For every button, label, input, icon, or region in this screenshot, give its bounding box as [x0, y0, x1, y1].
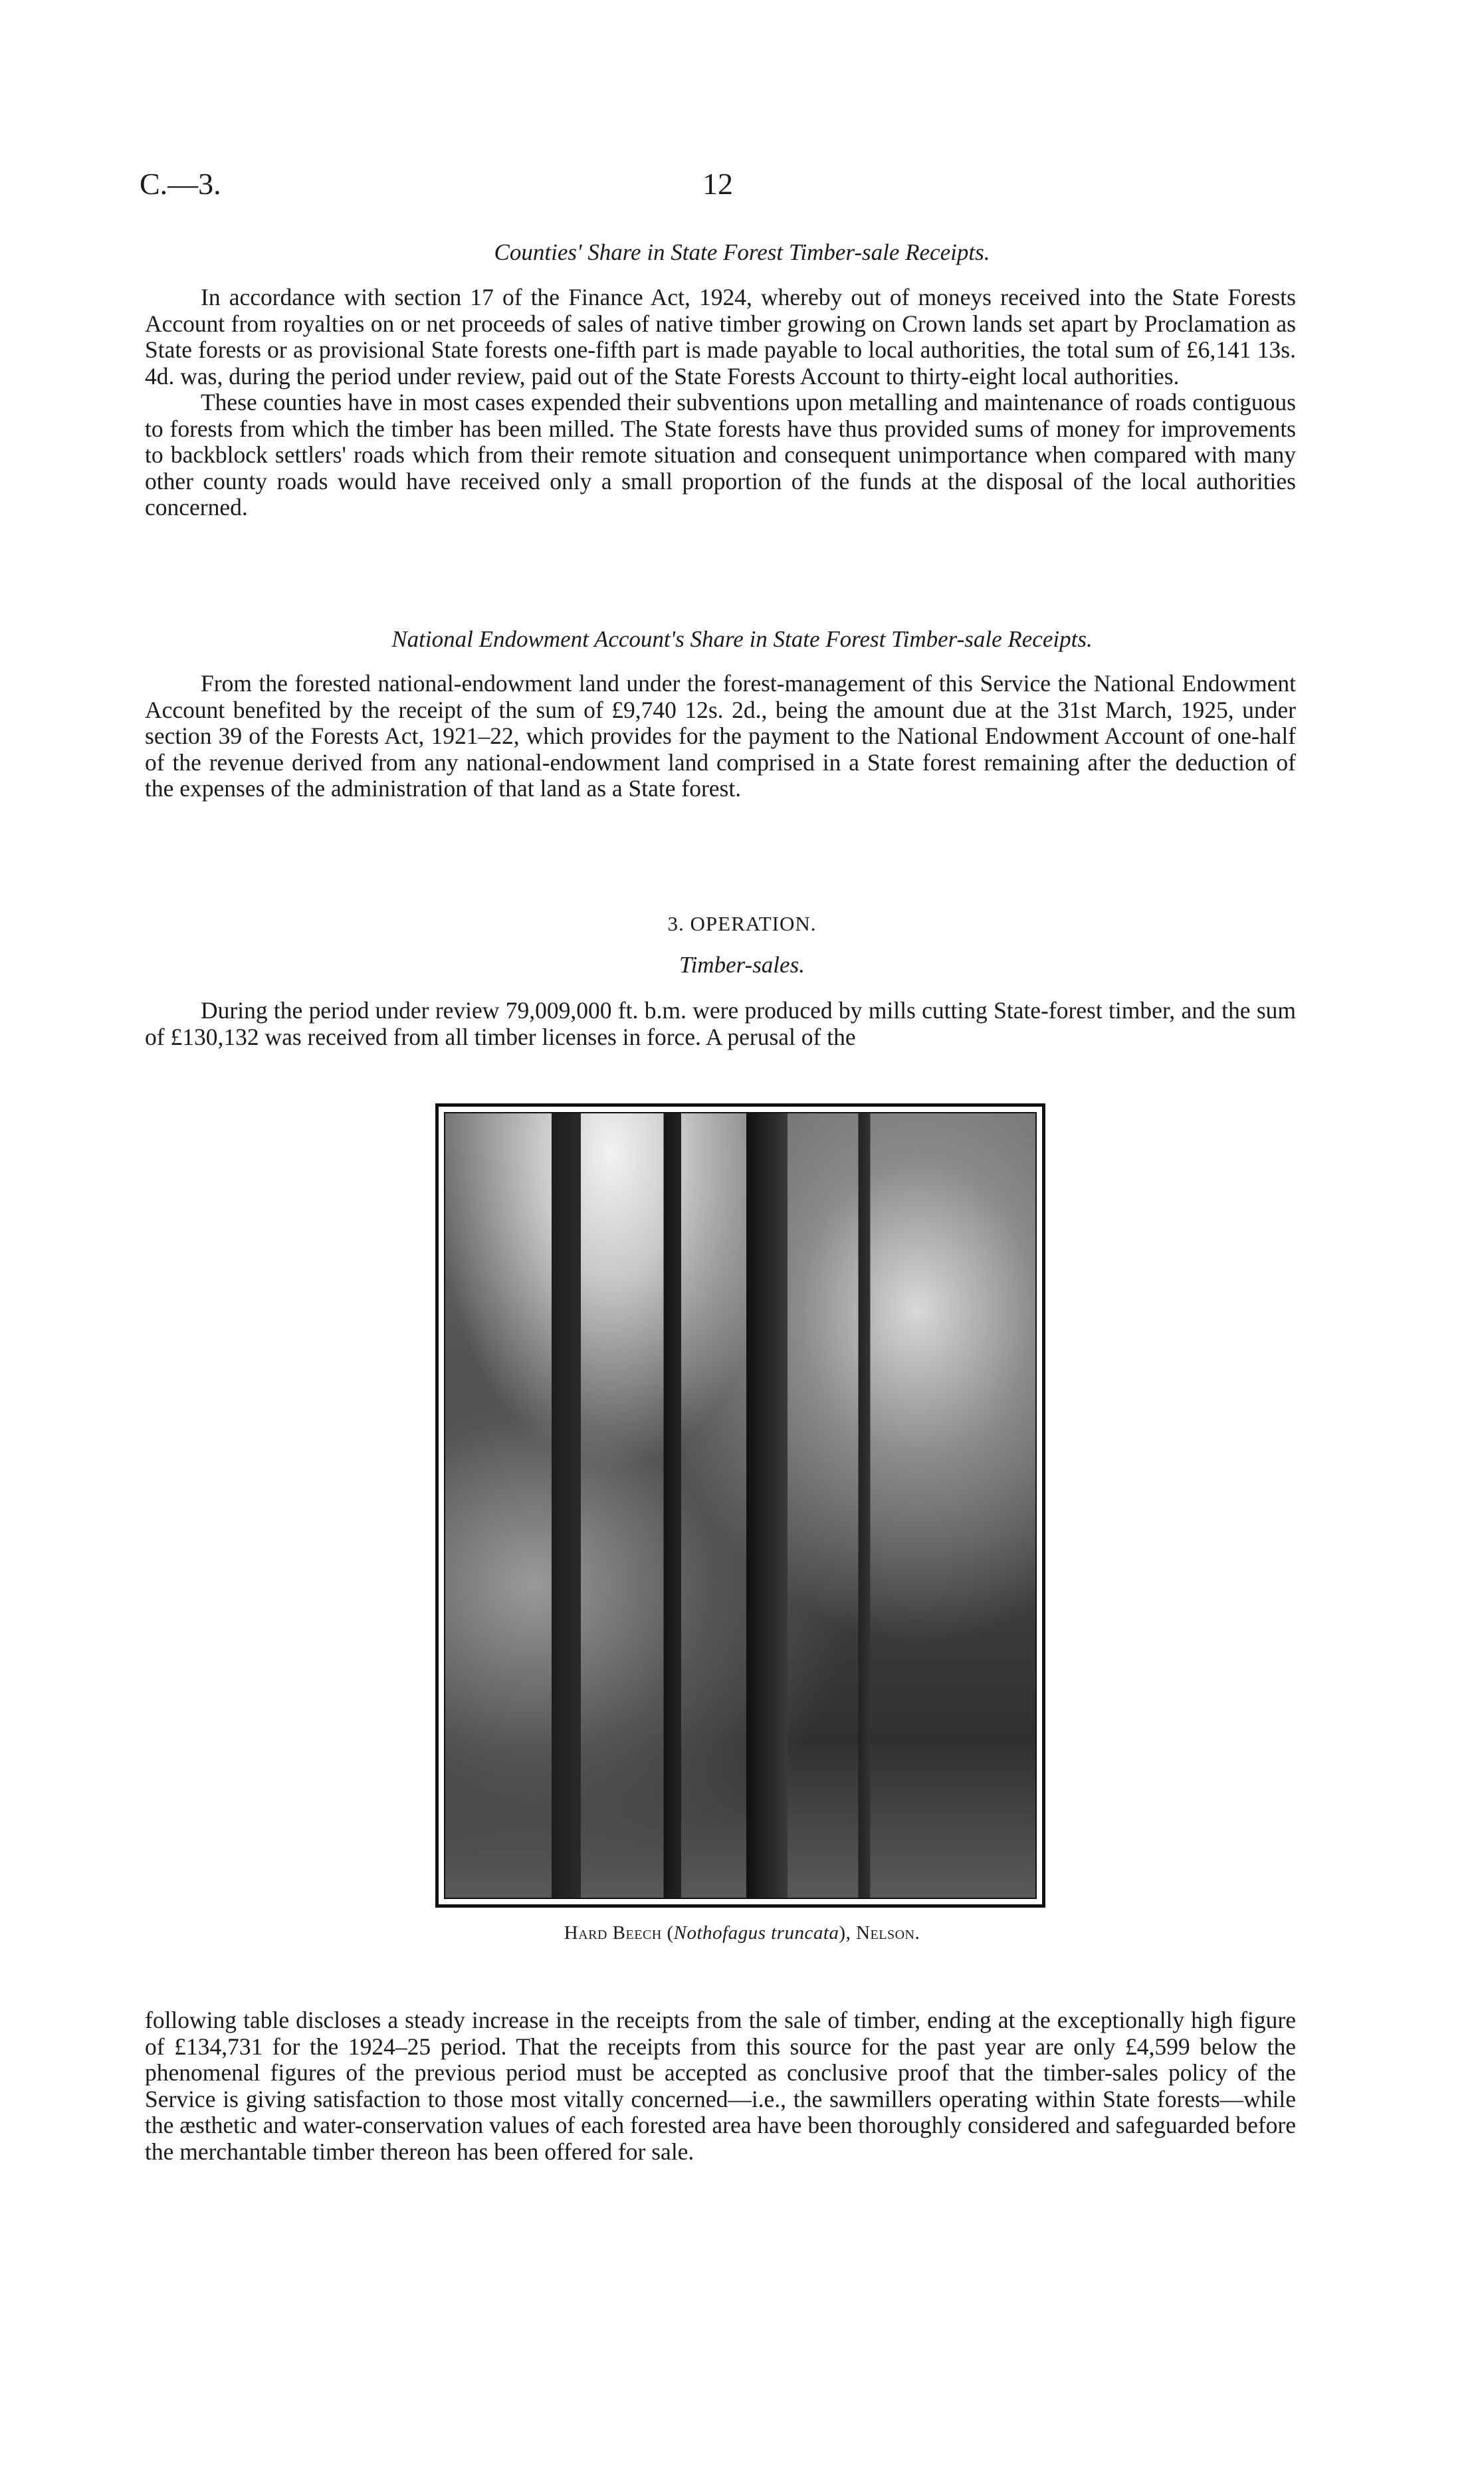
counties-paragraph-2: These counties have in most cases expended their subventions upon metalling and maintenance of roads contiguous to forests from which the timber has been milled. The State forests have thus provided sums of money for improvements to backblock settlers' roads which from their remote situation and consequent unimportance when compared with many other county roads would have received only a small proportion of the funds at the disposal of the local authorities concerned. [145, 389, 1296, 520]
caption-species: Hard Beech [564, 1922, 662, 1944]
counties-text [145, 284, 1296, 521]
national-endowment-heading: National Endowment Account's Share in State Forest Timber-sale Receipts. [391, 626, 1093, 652]
operation-text [145, 998, 1296, 1050]
continuation-paragraph-1: following table discloses a steady increase in the receipts from the sale of timber, ending at the exceptionally high figure of £134,731 for the 1924–25 period. That the receipts from this source for the past year are only £4,599 below the phenomenal figures of the previous period must be accepted as conclusive proof that the timber-sales policy of the Service is giving satisfaction to those most vitally concerned—i.e., the sawmillers operating within State forests—while the æsthetic and water-conservation values of each forested area have been thoroughly considered and safeguarded before the merchantable timber thereon has been offered for sale. [145, 2007, 1296, 2165]
caption-open-paren: ( [661, 1922, 674, 1944]
forest-photograph-frame [435, 1103, 1045, 1908]
counties-paragraph-1: In accordance with section 17 of the Finance Act, 1924, whereby out of moneys received into the State Forests Account from royalties on or net proceeds of sales of native timber growing on Crown lands set apart by Proclamation as State forests or as provisional State forests one-fifth part is made payable to local authorities, the total sum of £6,141 13s. 4d. was, during the period under review, paid out of the State Forests Account to thirty-eight local authorities. [145, 284, 1296, 390]
page-number: 12 [702, 167, 733, 201]
national-endowment-paragraph-1: From the forested national-endowment land under the forest-management of this Service the National Endowment Account benefited by the receipt of the sum of £9,740 12s. 2d., being the amount due at the 31st March, 1925, under section 39 of the Forests Act, 1921–22, which provides for the payment to the National Endowment Account of one-half of the revenue derived from any national-endowment land comprised in a State forest remaining after the deduction of the expenses of the administration of that land as a State forest. [145, 670, 1296, 802]
caption-close-paren: ), [839, 1922, 857, 1944]
document-code: C.—3. [140, 167, 221, 201]
caption-location: Nelson. [856, 1922, 920, 1944]
operation-paragraph-1: During the period under review 79,009,000 ft. b.m. were produced by mills cutting State-forest timber, and the sum of £130,132 was received from all timber licenses in force. A perusal of the [145, 997, 1296, 1050]
photo-caption [0, 1922, 1484, 1944]
counties-heading: Counties' Share in State Forest Timber-sale Receipts. [494, 239, 990, 265]
national-endowment-text [145, 671, 1296, 802]
timber-sales-subheading: Timber-sales. [679, 952, 805, 978]
operation-heading: 3. OPERATION. [667, 912, 817, 935]
hard-beech-forest-photo [444, 1112, 1037, 1899]
caption-scientific-name: Nothofagus truncata [673, 1922, 839, 1944]
continuation-text [145, 2007, 1296, 2165]
